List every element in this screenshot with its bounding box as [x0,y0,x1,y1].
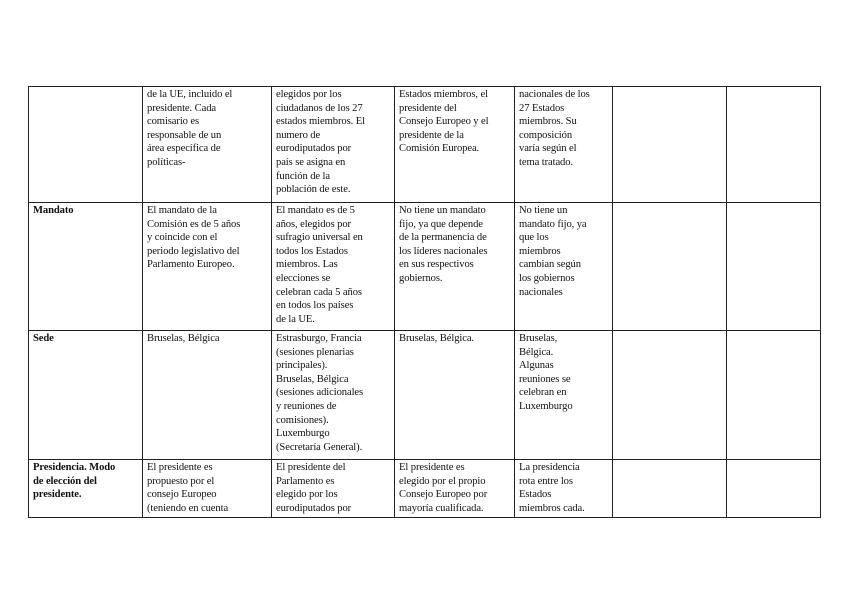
row-header-cell: Presidencia. Modo de elección del presidente. [29,460,143,518]
row-header-cell: Mandato [29,203,143,331]
table-cell: Bruselas, Bélgica [143,331,272,460]
table-cell: nacionales de los 27 Estados miembros. Su composición varía según el tema tratado. [515,87,613,203]
table-row [29,87,821,203]
table-cell: El mandato es de 5 años, elegidos por sufragio universal en todos los Estados miembros. Las elecciones se celebran cada 5 años en todos los países de la UE. [272,203,395,331]
table-cell [613,87,727,203]
table-cell [613,331,727,460]
table-cell: elegidos por los ciudadanos de los 27 estados miembros. El numero de eurodiputados por país se asigna en función de la población de este. [272,87,395,203]
table-cell: No tiene un mandato fijo, ya que los miembros cambian según los gobiernos nacionales [515,203,613,331]
comparison-table [28,86,821,518]
table-cell: No tiene un mandato fijo, ya que depende de la permanencia de los líderes nacionales en sus respectivos gobiernos. [395,203,515,331]
table-cell: El mandato de la Comisión es de 5 años y coincide con el periodo legislativo del Parlamento Europeo. [143,203,272,331]
table-cell: de la UE, incluido el presidente. Cada comisario es responsable de un área específica de políticas- [143,87,272,203]
table-cell [727,87,821,203]
table-cell [727,460,821,518]
table-cell: Estrasburgo, Francia (sesiones plenarias principales). Bruselas, Bélgica (sesiones adicionales y reuniones de comisiones). Luxemburgo (Secretaría General). [272,331,395,460]
table-cell: La presidencia rota entre los Estados miembros cada. [515,460,613,518]
table-cell: Bruselas, Bélgica. Algunas reuniones se celebran en Luxemburgo [515,331,613,460]
row-header-cell: Sede [29,331,143,460]
table-cell: El presidente es elegido por el propio Consejo Europeo por mayoría cualificada. [395,460,515,518]
table-cell: Estados miembros, el presidente del Consejo Europeo y el presidente de la Comisión Europea. [395,87,515,203]
table-cell [613,460,727,518]
table-cell [727,331,821,460]
table-row [29,331,821,460]
table-cell: El presidente es propuesto por el consejo Europeo (teniendo en cuenta [143,460,272,518]
table-row [29,460,821,518]
row-header-cell [29,87,143,203]
table-cell [727,203,821,331]
table-cell: Bruselas, Bélgica. [395,331,515,460]
table-row [29,203,821,331]
table-cell [613,203,727,331]
table-cell: El presidente del Parlamento es elegido por los eurodiputados por [272,460,395,518]
